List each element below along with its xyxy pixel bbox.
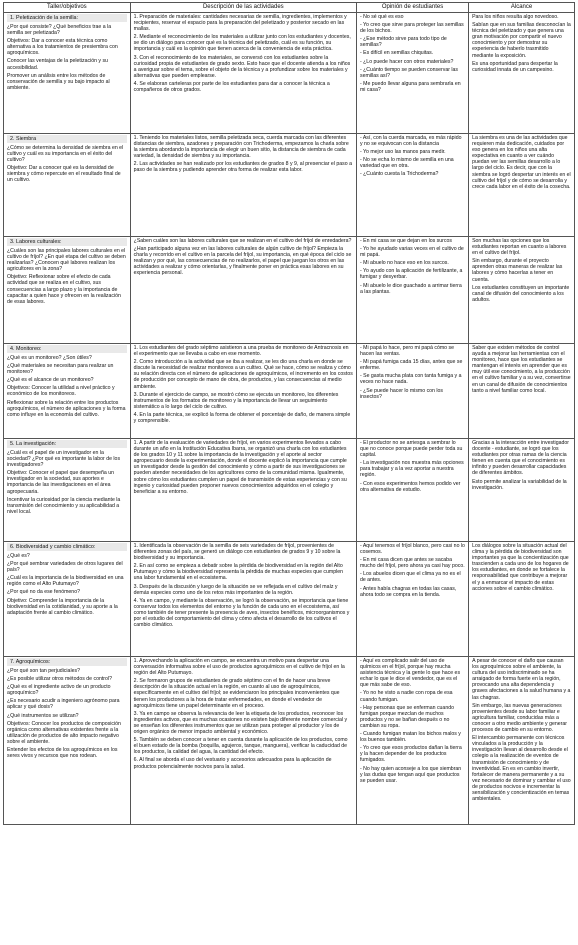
descripcion-paragraph: ¿Saben cuáles son las labores culturales que se realizan en el cultivo del fríjol de enredadera?	[133, 238, 352, 244]
descripcion-paragraph: 2. Como introducción a la actividad que se iba a realizar, se les dio una charla en donde se discute la necesidad de realizar monitoreos a un cultivo. Qué se hace, cómo se realiza y cómo su relación directa con el número de aplicaciones de agroquímicos, el incremento en los costos de producción por concepto de mano de obra, de productos, y las consecuencias al medio ambiente.	[133, 359, 355, 390]
descripcion-paragraph: 3. Ya en campo se observa la relevancia de leer la etiqueta de los productos, reconocer los ingredientes activos, que es muchas ocasiones no existen bajo diferente nombre comercial y se enseñan los diferentes instrumentos que se utilizan para proteger al productor y los de origen orgánico de menor impacto ambiental y económico.	[133, 710, 349, 736]
objetivos-paragraph: ¿Qué es el alcance de un monitoreo?	[7, 377, 94, 384]
document-page	[3, 2, 575, 942]
cell-alcance	[469, 237, 575, 344]
opinion-paragraph: - El productor no se arriesga a sembrar lo que no conoce porque puede perder toda su capital.	[359, 440, 464, 459]
objetivos-paragraph: Objetivos: Conocer los productos de composición orgánica como alternativas existentes frente a la utilización de productos de alto impacto negativo sobre el ambiente.	[7, 720, 123, 745]
objetivos-paragraph: Objetivo: Conocer el papel que desempeña un investigador en la sociedad, sus aportes e importancia de las investigaciones en el área agropecuaria.	[7, 470, 116, 495]
objetivos-paragraph: Objetivo: Reflexionar sobre el efecto de cada actividad que se realiza en el cultivo, sus consecuencias a largo plazo y la importancia de capacitar a quien hace y ofrecen en la realización de esas labores.	[7, 274, 123, 305]
cell-objetivos	[4, 237, 131, 344]
descripcion-paragraph: 5. También se deben conocer a tener en cuenta durante la aplicación de los productos, como el buen estado de la bomba (boquilla, agujeros, tanque, manguera), verificar la caducidad de los productos, la calidad del agua, la cantidad del efecto.	[133, 737, 349, 756]
objetivos-paragraph: ¿Por qué sembrar variedades de otros lugares del país?	[7, 561, 125, 574]
alcance-paragraph: Para los niños resulta algo novedoso.	[472, 14, 559, 20]
cell-descripcion	[130, 237, 356, 344]
objetivos-paragraph: Conocer las ventajas de la peletización y su accesibilidad.	[7, 58, 110, 71]
workshop-title: 4. Monitoreo:	[7, 345, 127, 353]
cell-alcance	[469, 542, 575, 657]
header-opinion: Opinión de estudiantes	[356, 3, 468, 13]
cell-objetivos	[4, 134, 131, 237]
alcance-paragraph: Sin embargo, durante el proyecto aprenden otras maneras de realizar las labores y cómo hacerlas a tener en cuenta.	[472, 258, 564, 283]
cell-objetivos	[4, 657, 131, 825]
opinion-paragraph: - Yo he ayudado varias veces en el cultivo de mi papá.	[359, 246, 466, 259]
alcance-paragraph: Es una oportunidad para despertar la curiosidad innata de un campesino.	[472, 60, 560, 73]
cell-objetivos	[4, 542, 131, 657]
descripcion-paragraph: 2. Se formaron grupos de estudiantes de grado séptimo con el fin de hacer una breve descripción de la situación actual en la región, en cuanto al uso de agroquímicos, específicamente en el cultivo del fríjol; se evidenciaron los principales inconvenientes que tienen los productores a la hora de tratar enfermedades, en donde el vendedor de agroquímicos tiene un papel determinante en el proceso.	[133, 678, 341, 709]
table-body	[4, 13, 575, 825]
descripcion-paragraph: 3. Con el reconocimiento de los materiales, se conversó con los estudiantes sobre la curiosidad propia de estudiantes de grado sexto. Esto hace que el docente atienda a los niños a averiguar sobre el tema, sobre el objeto de la técnica y a profundizar sobre los materiales y alternativas que pueden emplearse.	[133, 54, 352, 79]
opinion-paragraph: - Me puedo llevar alguna para sembrarla en mi casa?	[359, 80, 463, 93]
objetivos-paragraph: Objetivo: Comprender la importancia de la biodiversidad en la cotidianidad, y su aporte a la adaptación frente al cambio climático.	[7, 597, 120, 616]
opinion-paragraph: - Con esos experimentos hemos podido ver otra alternativa de estudio.	[359, 480, 462, 493]
opinion-paragraph: - Yo creo que esos productos dañan la tierra y la hacen depender de los productos fumigados.	[359, 745, 464, 764]
objetivos-paragraph: ¿Qué instrumentos se utilizan?	[7, 712, 79, 719]
cell-descripcion	[130, 542, 356, 657]
cell-objetivos	[4, 344, 131, 439]
table-row	[4, 344, 575, 439]
opinion-paragraph: - Cuando fumigan matan los bichos malos y los buenos también.	[359, 731, 463, 744]
opinion-paragraph: - Se gasta mucha plata con tanta fumiga y a veces no hace nada.	[359, 373, 463, 386]
objetivos-paragraph: ¿Es posible utilizar otros métodos de control?	[7, 676, 112, 683]
opinion-paragraph: - ¿Se puede hacer lo mismo con los insectos?	[359, 387, 445, 400]
alcance-paragraph: A pesar de conocer el daño que causan los agroquímicos sobre el ambiente, la cultura del uso indiscriminado se ha arraigado de forma fuerte en la región, provocando una alta dependencia y graves afectaciones a la salud humana y a las chagras.	[472, 658, 572, 701]
alcance-paragraph: La siembra es una de las actividades que requieren más dedicación, cuidados por eso genera en los niños una alta expectativa en cuanto a ver cuándo puedan ver las semillas desarrollo a lo largo del ciclo. Es decir, que con la siembra se logró despertar un interés en el cultivo del fríjol y de cómo se desarrolla y crece cada labor en el éxito de la cosecha.	[472, 135, 573, 190]
cell-alcance	[469, 657, 575, 825]
descripcion-paragraph: 3. Durante el ejercicio de campo, se mostró cómo se ejecuta un monitoreo, los diferentes instrumentos de los formatos de monitoreo y la importancia de llevar un seguimiento sistemático a lo largo del ciclo de cultivo.	[133, 391, 340, 410]
cell-alcance	[469, 13, 575, 134]
cell-alcance	[469, 439, 575, 542]
opinion-paragraph: - Mi papá lo hace, pero mi papá cómo se hacen las ventas.	[359, 345, 456, 358]
objetivos-paragraph: ¿Qué es un monitoreo? ¿Son útiles?	[7, 355, 92, 361]
cell-descripcion	[130, 134, 356, 237]
descripcion-paragraph: 1. Los estudiantes del grado séptimo asistieron a una prueba de monitoreo de Antracnosis en el experimento que se llevaba a cabo en ese momento.	[133, 345, 350, 358]
opinion-paragraph: - Es difícil en semillas chiquitas.	[359, 50, 434, 57]
table-row	[4, 13, 575, 134]
alcance-paragraph: El intercambio permanente con técnicos vinculados a la producción y la investigación llevan al desarrollo desde el colegio a la realización de eventos de transmisión de conocimiento y de inventividad. En es en cambio invertir, fortalecer de manera permanente y a su vez necesario de dominar y cambiar el uso de productos nocivos e incrementar la sensibilización y concientización en temas ambientales.	[472, 735, 573, 803]
alcance-paragraph: Los estudiantes constituyen un importante canal de difusión del conocimiento a los adultos.	[472, 284, 571, 303]
opinion-paragraph: - Mi papá fumiga cada 15 días, antes que se enferme.	[359, 359, 464, 372]
table-header-row	[4, 3, 575, 13]
opinion-paragraph: - ¿Ese método sirve para todo tipo de semillas?	[359, 36, 449, 49]
objetivos-paragraph: Incentivar la curiosidad por la ciencia mediante la transmisión del conocimiento y su aplicabilidad a nivel local.	[7, 496, 122, 515]
descripcion-paragraph: 1. Preparación de materiales: cantidades necesarias de semilla, ingredientes, implementos y recipientes, reservar el espacio para la preparación del peletizado y posterior secado en las mallas.	[133, 14, 349, 33]
opinion-paragraph: - Antes había chagras en todas las casas, ahora todo se compra en la tienda.	[359, 585, 458, 598]
cell-opinion	[356, 542, 468, 657]
objetivos-paragraph: ¿Es necesario acudir a ingeniero agrónomo para aplicar y qué dosis?	[7, 698, 121, 711]
cell-opinion	[356, 237, 468, 344]
cell-objetivos	[4, 13, 131, 134]
objetivos-paragraph: ¿Cuáles son las principales labores culturales en el cultivo de fríjol? ¿En qué etapa del cultivo se deben realizarlas? ¿Conocen qué labores realizan los agricultores en la zona?	[7, 248, 128, 273]
opinion-paragraph: - Yo mejor uso las manos para medir.	[359, 149, 446, 156]
table-row	[4, 657, 575, 825]
objetivos-paragraph: ¿Qué es?	[7, 553, 30, 559]
cell-alcance	[469, 134, 575, 237]
descripcion-paragraph: 1. Aprovechando la aplicación en campo, se encuentra un motivo para despertar una conversación informativa sobre el uso de productos agroquímicos en el cultivo de fríjol en la región del Alto Putumayo.	[133, 658, 347, 677]
objetivos-paragraph: Reflexionar sobre la relación entre los productos agroquímicos, el número de aplicaciones y la forma como influye en la economía del cultivo.	[7, 399, 127, 418]
cell-descripcion	[130, 439, 356, 542]
workshop-title: 7. Agroquímicos:	[7, 658, 127, 666]
alcance-paragraph: Los diálogos sobre la situación actual del clima y la pérdida de biodiversidad son importantes ya que la concientización que trascienden a cada uno de los hogares de los estudiantes, en donde se fortalece la responsabilidad que contribuye a mejorar el y a enmarcar el impacto de estas acciones sobre el cambio climático.	[472, 543, 571, 592]
objetivos-paragraph: Objetivos: Conocer la utilidad a nivel práctico y económico de los monitoreos.	[7, 385, 117, 398]
opinion-paragraph: - ¿Lo puede hacer con otros materiales?	[359, 58, 454, 65]
objetivos-paragraph: ¿Cómo se determina la densidad de siembra en el cultivo y cuál es su importancia en el éxito del cultivo?	[7, 145, 125, 164]
opinion-paragraph: - Así, con la cuerda marcada, es más rápido y no se equivocan con la distancia	[359, 135, 463, 148]
cell-alcance	[469, 344, 575, 439]
workshop-title: 3. Labores culturales:	[7, 238, 127, 246]
alcance-paragraph: Son muchas las opciones que los estudiantes reportan en cuanto a labores en el cultivo del fríjol.	[472, 238, 568, 257]
descripcion-paragraph: 1. A partir de la evaluación de variedades de fríjol, en varios experimentos llevados a cabo durante un año en la Institución Educativa Ibarra, se organizó una charla con los estudiantes de los grados 10 y 11 sobre la importancia de la investigación y el aporte al sector agropecuario desde la experimentación, donde el docente explicó la importancia que cumple un investigador desde la gestión del conocimiento y cómo a partir de sus investigaciones se pueden atender necesidades de los agricultores como de la comunidad misma. Igualmente, sobre cómo los estudiantes cumplen un papel de transmisión de estas experiencias y con su ingenio y curiosidad pueden proponer nuevos conocimientos adquiridos en el colegio y beneficiar a su entorno.	[133, 440, 349, 495]
table-row	[4, 439, 575, 542]
descripcion-paragraph: 4. Ya en campo, y mediante la observación, se logró la observación, se importancia que tiene conservar todos los elementos del entorno y la función de cada uno en el ecosistema, así como también de tener presente la presencia de aves, insectos benéficos, microorganismos y por el estudio del comportamiento del clima y cómo afecta el desarrollo de los cultivos el cambio climático.	[133, 597, 351, 629]
opinion-paragraph: - ¿Cuánto tiempo se pueden conservar las semillas así?	[359, 66, 460, 79]
descripcion-paragraph: 3. Después de la discusión y luego de la situación se ve reflejada en el cultivo del maíz y demás especies como uno de los retos más importantes de la región.	[133, 583, 339, 596]
objetivos-paragraph: Objetivos: Dar a conocer esta técnica como alternativa a los tratamientos de presiembra con agroquímicos.	[7, 38, 120, 57]
descripcion-paragraph: 4. Se elaboran carteleras por parte de los estudiantes para dar a conocer la técnica a compañeros de otros grados.	[133, 80, 332, 94]
opinion-paragraph: - Mi abuelo no hace eso en los surcos.	[359, 260, 449, 267]
objetivos-paragraph: ¿Por qué consiste? ¿Qué beneficios trae a la semilla ser peletizada?	[7, 24, 113, 37]
descripcion-paragraph: 6. Al final se aborda el uso del vestuario y accesorios adecuados para la aplicación de productos potencialmente nocivos para la salud.	[133, 757, 333, 770]
opinion-paragraph: - Yo ayudo con la aplicación de fertilizante, a fumigar y desyerbar.	[359, 268, 464, 281]
cell-opinion	[356, 344, 468, 439]
alcance-paragraph: Sabían que en sus familias desconocían la técnica del peletizado y que genera una gran motivación por compartir el nuevo conocimiento y por demostrar su experiencia de haberlo trasmitido mediante la exposición.	[472, 22, 573, 59]
header-objetivos: Taller/objetivos	[4, 3, 131, 13]
objetivos-paragraph: Objetivo: Dar a conocer qué es la densidad de siembra y cómo repercute en el resultado final de un cultivo.	[7, 165, 123, 184]
descripcion-paragraph: 1. Teniendo los materiales listos, semilla peletizada seca, cuerda marcada con las diferentes distancias de siembra, azadones y preparación con Trichoderma, empezamos la charla sobre la siembra abordando la importancia de elegir un buen sitio, la distancia de siembra de cada variedad, la densidad de siembra y su importancia.	[133, 135, 351, 160]
descripcion-paragraph: ¿Han participado alguna vez en las labores culturales de algún cultivo de fríjol? Empieza la charla y recorrido en el cultivo en la parcela del fríjol, su importancia, en qué época del ciclo se realizan y por qué, las consecuencias de no realizarlos, el papel que juegan los otros en las actividades a realizar y cómo orientarlas, y finalmente poner en práctica esas labores en su experiencia personal.	[133, 246, 353, 277]
opinion-paragraph: - En mi casa dicen que antes se sacaba mucho del fríjol, pero ahora ya casi hay poco.	[359, 557, 465, 570]
objetivos-paragraph: ¿Por qué son tan perjudiciales?	[7, 668, 80, 674]
alcance-paragraph: Gracias a la interacción entre investigador docente - estudiante, se logró que los estudiantes por otras ramas de la ciencia tienen en cuenta que el conocimiento es infinito y pueden desarrollar capacidades de diferentes ámbitos.	[472, 440, 571, 477]
workshop-title: 2. Siembra	[7, 135, 127, 143]
objetivos-paragraph: ¿Cuál es el papel de un investigador en la sociedad? ¿Por qué es importante la labor de los investigadores?	[7, 450, 122, 469]
descripcion-paragraph: 2. Las actividades se han realizado por los estudiantes de grados 8 y 9, al presenciar el paso a paso de la siembra y pudiendo aprender otra forma de realizar esta labor.	[133, 161, 354, 174]
objetivos-paragraph: ¿Cuál es la importancia de la biodiversidad en una región como el Alto Putumayo?	[7, 575, 125, 588]
header-descripcion: Descripción de las actividades	[130, 3, 356, 13]
objetivos-paragraph: ¿Qué materiales se necesitan para realizar un monitoreo?	[7, 363, 115, 376]
objetivos-paragraph: Entender los efectos de los agroquímicos en los seres vivos y recursos que nos rodean.	[7, 747, 119, 760]
header-alcance: Alcance	[469, 3, 575, 13]
descripcion-paragraph: 2. En así como se empieza a debatir sobre la pérdida de biodiversidad en la región del Alto Putumayo y cómo la biodiversidad representa la pérdida de muchas especies que cumplen una labor fundamental en el ecosistema.	[133, 563, 345, 582]
opinion-paragraph: - No sé qué es eso	[359, 14, 404, 20]
table-row	[4, 542, 575, 657]
cell-objetivos	[4, 439, 131, 542]
opinion-paragraph: - ¿Cuánto cuesta la Trichoderma?	[359, 171, 439, 178]
activities-table	[3, 2, 575, 825]
cell-opinion	[356, 134, 468, 237]
table-row	[4, 134, 575, 237]
opinion-paragraph: - En mi casa se que dejan en los surcos	[359, 238, 452, 244]
opinion-paragraph: - La investigación nos muestra más opciones para trabajar y a la vez aportar a nuestra región.	[359, 460, 466, 479]
workshop-title: 5. La investigación:	[7, 440, 127, 448]
objetivos-paragraph: ¿Por qué no da ese fenómeno?	[7, 589, 80, 596]
descripcion-paragraph: 1. Identificada la observación de la semilla de seis variedades de fríjol, provenientes de diferentes zonas del país, se generó un diálogo con estudiantes de grados 9 y 10 sobre la biodiversidad y su importancia.	[133, 543, 342, 562]
opinion-paragraph: - Yo no he visto a nadie con ropa de esa cuando fumigan.	[359, 690, 455, 703]
table-row	[4, 237, 575, 344]
opinion-paragraph: - Los abuelos dicen que el clima ya no es el de antes.	[359, 571, 463, 584]
opinion-paragraph: - No se echa lo mismo de semilla en una variedad que en otra.	[359, 157, 456, 170]
opinion-paragraph: - Aquí es complicado salir del uso de químicos en el fríjol, porque hay mucha asistencia técnica y la gente lo que hace es echar lo que le dice el vendedor, que es el que más sabe de eso.	[359, 658, 462, 689]
cell-opinion	[356, 439, 468, 542]
workshop-title: 6. Biodiversidad y cambio climático:	[7, 543, 127, 551]
opinion-paragraph: - No hay quien aconseje a los que siembran y las dudas que tengan aquí que productos se pueden usar.	[359, 765, 463, 784]
objetivos-paragraph: Promover un análisis entre los métodos de conservación de semilla y su bajo impacto al ambiente.	[7, 72, 112, 91]
descripcion-paragraph: 2. Mediante el reconocimiento de los materiales a utilizar junto con los estudiantes y docentes, se dio un diálogo para conocer qué es la técnica del peletizado, cuál es su función, su importancia y cuál es la opinión que tienen acerca de la conveniencia de esta práctica.	[133, 34, 353, 53]
alcance-paragraph: Sin embargo, las nuevas generaciones provenientes desde su labor familiar e agricultura familiar, conducidas más a conocer a otro medio ambiente y generar procesos de cambio en su entorno.	[472, 702, 569, 734]
cell-descripcion	[130, 13, 356, 134]
opinion-paragraph: - Hay personas que se enferman cuando fumigan porque mezclan de muchos productos y no se bañan después o no cambian su ropa.	[359, 704, 456, 729]
workshop-title: 1. Peletización de la semilla:	[7, 14, 127, 22]
objetivos-paragraph: ¿Qué es el ingrediente activo de un producto agroquímico?	[7, 684, 112, 697]
opinion-paragraph: - Yo creo que sirve para proteger las semillas de los bichos.	[359, 22, 466, 35]
alcance-paragraph: Saber que existen métodos de control ayuda a mejorar las herramientas con el monitoreo, hace que los estudiantes se mantengan el interés en aprender que es muy útil ese conocimiento, a la producción en el cultivo familiar y a su vez, convertirse en un canal de difusión de conocimientos tanto a nivel familiar como local.	[472, 345, 573, 394]
opinion-paragraph: - Aquí tenemos el fríjol blanco, pero casi no lo cosemos.	[359, 543, 467, 556]
opinion-paragraph: - Mi abuelo le dice guachado a arrimar tierra a las plantas.	[359, 282, 464, 295]
descripcion-paragraph: 4. En la parte técnica, se explicó la forma de obtener el porcentaje de daño, de manera simple y comprensible.	[133, 411, 352, 425]
alcance-paragraph: Esto permite analizar la variabilidad de la investigación.	[472, 478, 569, 491]
cell-opinion	[356, 13, 468, 134]
cell-descripcion	[130, 344, 356, 439]
cell-opinion	[356, 657, 468, 825]
cell-descripcion	[130, 657, 356, 825]
